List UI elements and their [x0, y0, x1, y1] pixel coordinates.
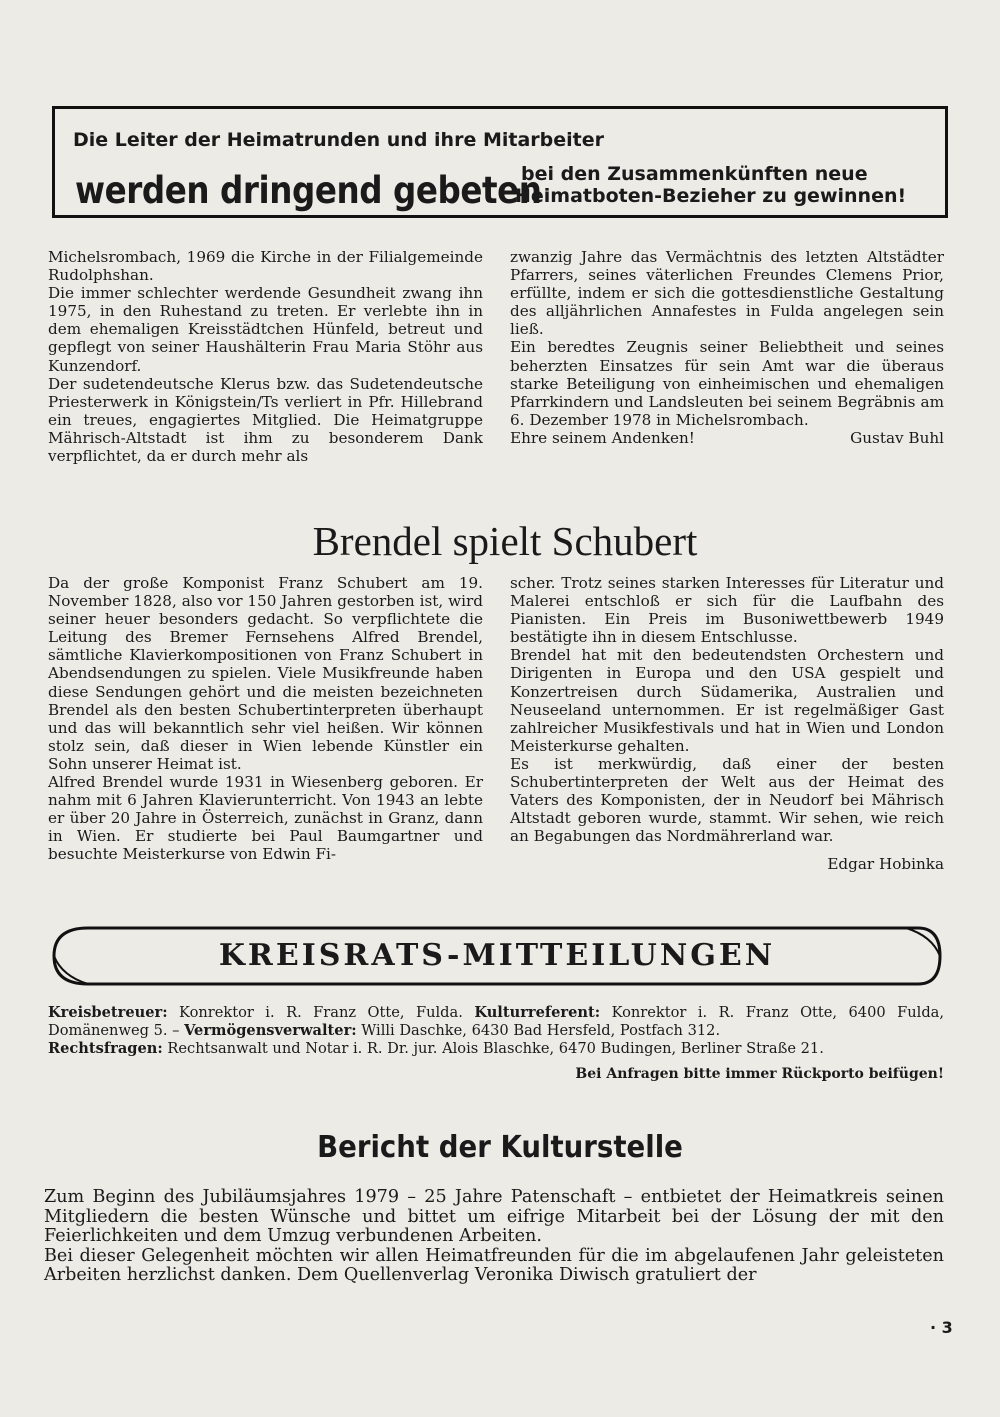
paragraph: Zum Beginn des Jubiläumsjahres 1979 – 25 Jahre Patenschaft – entbietet der Heimatkreis seinen Mitgliedern die besten Wünsche und bittet um eifrige Mitarbeit bei der Lösung der mit den Feierlichkeiten und dem Umzug verbundenen Arbeiten.	[44, 1187, 944, 1246]
appeal-request-line2: Heimatboten-Bezieher zu gewinnen!	[515, 185, 907, 207]
page-number-value: 3	[941, 1318, 953, 1337]
banner-title: KREISRATS-MITTEILUNGEN	[218, 938, 776, 973]
value: Konrektor i. R. Franz Otte, Fulda.	[167, 1004, 475, 1021]
paragraph: Da der große Komponist Franz Schubert am 19. November 1828, also vor 150 Jahren gestorben ist, wird seiner heuer besonders gedacht. So verpflichtete die Leitung des Bremer Fernsehens Alfred Brendel, sämtliche Klavierkompositionen von Franz Schubert in Abendsendungen zu spielen. Viele Musikfreunde haben diese Sendungen gehört und die meisten bezeichneten Brendel als den besten Schubertinterpreten überhaupt und das will bekanntlich sehr viel heißen. Wir können stolz sein, daß dieser in Wien lebende Künstler ein Sohn unserer Heimat ist.	[48, 574, 483, 773]
brendel-right-column	[510, 574, 944, 874]
obituary-right-column	[510, 248, 944, 447]
appeal-request-line1: bei den Zusammenkünften neue	[521, 163, 868, 185]
postage-note: Bei Anfragen bitte immer Rückporto beifügen!	[575, 1066, 944, 1082]
label: Kreisbetreuer:	[48, 1004, 168, 1021]
kulturstelle-body	[44, 1188, 944, 1286]
obituary-signature	[510, 429, 944, 447]
paragraph: Der sudetendeutsche Klerus bzw. das Sudetendeutsche Priesterwerk in Königstein/Ts verliert in Pfr. Hillebrand ein treues, engagiertes Mitglied. Die Heimatgruppe Mährisch-Altstadt ist ihm zu besonderem Dank verpflichtet, da er durch mehr als	[48, 374, 483, 466]
appeal-headline: werden dringend gebeten	[75, 169, 542, 212]
paragraph: Die immer schlechter werdende Gesundheit zwang ihn 1975, in den Ruhestand zu treten. Er verlebte ihn in dem ehemaligen Kreisstädtchen Hünfeld, betreut und gepflegt von seiner Haushälterin Frau Maria Stöhr aus Kunzendorf.	[48, 284, 483, 375]
paragraph: scher. Trotz seines starken Interesses für Literatur und Malerei entschloß er sich für die Laufbahn des Pianisten. Ein Preis im Busoniwettbewerb 1949 bestätigte ihn in diesem Entschlusse.	[510, 574, 944, 647]
paragraph: Bei dieser Gelegenheit möchten wir allen Heimatfreunden für die im abgelaufenen Jahr geleisteten Arbeiten herzlichst danken. Dem Quellenverlag Veronika Diwisch gratuliert der	[44, 1245, 944, 1285]
obituary-left-column	[48, 248, 483, 465]
paragraph: Es ist merkwürdig, daß einer der besten Schubertinterpreten der Welt aus der Heimat des Vaters des Komponisten, der in Neudorf bei Mährisch Altstadt geboren wurde, stammt. Wir sehen, wie reich an Begabungen das Nordmährerland war.	[510, 754, 944, 846]
appeal-line1: Die Leiter der Heimatrunden und ihre Mitarbeiter	[73, 129, 604, 151]
author-name: Gustav Buhl	[850, 428, 944, 447]
contacts-line	[48, 1004, 944, 1040]
appeal-request	[515, 163, 906, 207]
label: Kulturreferent:	[474, 1004, 601, 1021]
value: Konrektor i. R. Franz Otte, 6400 Fulda, Domänenweg 5. –	[48, 1004, 945, 1040]
label: Rechtsfragen:	[48, 1040, 163, 1058]
paragraph: zwanzig Jahre das Vermächtnis des letzten Altstädter Pfarrers, seines väterlichen Freundes Clemens Prior, erfüllte, indem er sich die gottesdienstliche Gestaltung des alljährlichen Annafestes in Fulda angelegen sein ließ.	[510, 248, 944, 339]
author-name: Edgar Hobinka	[827, 855, 944, 874]
section-title: Bericht der Kulturstelle	[317, 1130, 683, 1165]
value: Willi Daschke, 6430 Bad Hersfeld, Postfach 312.	[356, 1022, 721, 1040]
kreisrat-contacts	[48, 1004, 944, 1059]
article-title: Brendel spielt Schubert	[312, 518, 698, 564]
value: Rechtsanwalt und Notar i. R. Dr. jur. Alois Blaschke, 6470 Budingen, Berliner Straße 21.	[162, 1040, 824, 1058]
paragraph: Brendel hat mit den bedeutendsten Orchestern und Dirigenten in Europa und den USA gespielt und Konzertreisen durch Südamerika, Australien und Neuseeland unternommen. Er ist regelmäßiger Gast zahlreicher Musikfestivals und hat in Wien und London Meisterkurse gehalten.	[510, 646, 944, 755]
contacts-line	[48, 1040, 944, 1058]
paragraph: Michelsrombach, 1969 die Kirche in der Filialgemeinde Rudolphshan.	[48, 248, 483, 285]
appeal-box	[52, 106, 948, 218]
paragraph: Ein beredtes Zeugnis seiner Beliebtheit und seines beherzten Einsatzes für sein Amt war die überaus starke Beteiligung von einheimischen und ehemaligen Pfarrkindern und Landsleuten bei seinem Begräbnis am 6. Dezember 1978 in Michelsrombach.	[510, 338, 944, 429]
paragraph: Alfred Brendel wurde 1931 in Wiesenberg geboren. Er nahm mit 6 Jahren Klavierunterricht. Von 1943 an lebte er über 20 Jahre in Österreich, zunächst in Granz, dann in Wien. Er studierte bei Paul Baumgartner und besuchte Meisterkurse von Edwin Fi-	[48, 773, 483, 864]
brendel-left-column	[48, 574, 483, 864]
page-number: · 3	[930, 1318, 953, 1337]
label: Vermögensverwalter:	[184, 1022, 357, 1040]
closing-line: Ehre seinem Andenken!	[510, 428, 695, 447]
kreisrat-banner	[48, 920, 946, 992]
